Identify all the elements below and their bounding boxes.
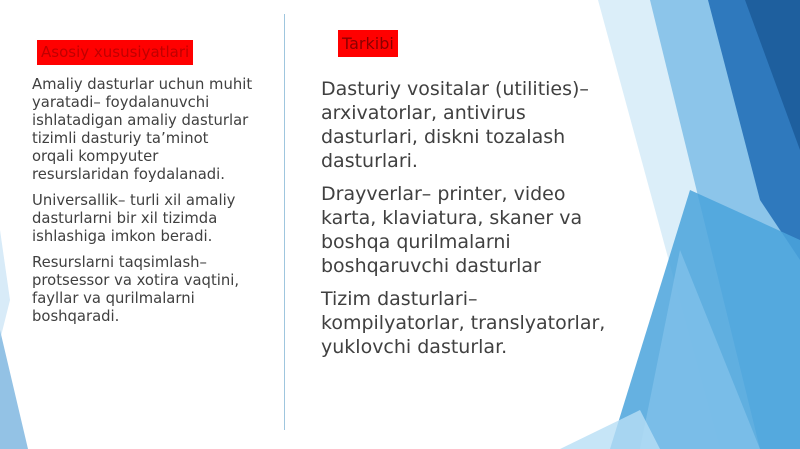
left-corner-shape [0,330,28,449]
right-column-text [321,77,609,368]
left-column-heading: Asosiy xususiyatlari [37,40,193,65]
right-paragraph: Drayverlar– printer, video karta, klaviatura, skaner va boshqa qurilmalarni boshqaruvchi dasturlar [321,183,583,277]
left-paragraph: Amaliy dasturlar uchun muhit yaratadi– foydalanuvchi ishlatadigan amaliy dasturlar tizimli dasturiy ta’minot orqali kompyuter resurslaridan foydalanadi. [32,76,253,183]
right-column-heading: Tarkibi [338,30,398,57]
right-paragraph: Tizim dasturlari– kompilyatorlar, translyatorlar, yuklovchi dasturlar. [321,288,606,358]
left-paragraph: Resurslarni taqsimlash– protsessor va xotira vaqtini, fayllar va qurilmalarni boshqaradi. [32,254,240,325]
left-paragraph: Universallik– turli xil amaliy dasturlarni bir xil tizimda ishlashiga imkon beradi. [32,192,236,245]
right-paragraph: Dasturiy vositalar (utilities)– arxivatorlar, antivirus dasturlari, diskni tozalash dasturlari. [321,78,589,172]
column-divider [284,14,285,430]
left-edge-shape [0,230,10,340]
left-column-text [32,76,254,334]
